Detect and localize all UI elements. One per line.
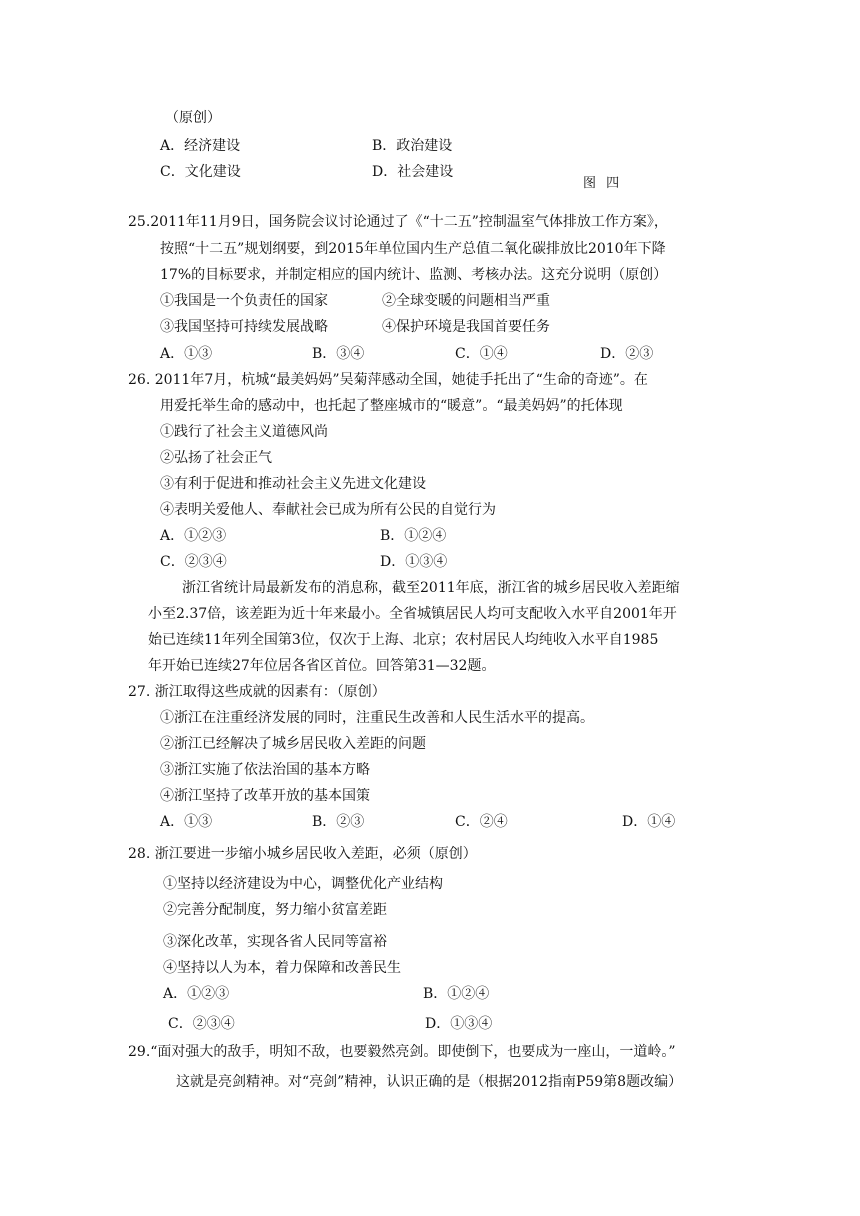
q29-stem-line-2: 这就是亮剑精神。对“亮剑”精神，认识正确的是（根据2012指南P59第8题改编） (176, 1074, 683, 1090)
option-d: D．社会建设 (372, 164, 454, 180)
q26-stem-line-1: 26. 2011年7月，杭城“最美妈妈”吴菊萍感动全国，她徒手托出了“生命的奇迹”。在 (128, 372, 648, 388)
q26-option-a: A．①②③ (160, 528, 227, 544)
q25-option-a: A．①③ (160, 346, 213, 362)
q28-option-b: B．①②④ (423, 986, 490, 1002)
q25-option-b: B．③④ (312, 346, 365, 362)
passage-line-1: 浙江省统计局最新发布的消息称，截至2011年底，浙江省的城乡居民收入差距缩 (182, 580, 680, 596)
q28-item-4: ④坚持以人为本，着力保障和改善民生 (163, 960, 401, 976)
q25-item-4: ④保护环境是我国首要任务 (382, 319, 550, 335)
q25-stem-line-1: 25.2011年11月9日，国务院会议讨论通过了《“十二五”控制温室气体排放工作方案》， (128, 214, 668, 230)
question-source: （原创） (165, 110, 221, 126)
q26-stem-line-2: 用爱托举生命的感动中，也托起了整座城市的“暖意”。“最美妈妈”的托体现 (160, 398, 623, 414)
q25-item-3: ③我国坚持可持续发展战略 (160, 319, 328, 335)
q27-item-2: ②浙江已经解决了城乡居民收入差距的问题 (160, 736, 426, 752)
q26-item-3: ③有利于促进和推动社会主义先进文化建设 (160, 476, 426, 492)
q27-option-a: A．①③ (160, 814, 213, 830)
q27-item-3: ③浙江实施了依法治国的基本方略 (160, 762, 370, 778)
q26-option-b: B．①②④ (380, 528, 447, 544)
option-c: C．文化建设 (160, 164, 241, 180)
q28-item-3: ③深化改革，实现各省人民同等富裕 (163, 934, 387, 950)
option-a: A．经济建设 (160, 138, 241, 154)
q25-stem-line-2: 按照“十二五”规划纲要，到2015年单位国内生产总值二氧化碳排放比2010年下降 (160, 241, 666, 257)
q27-option-d: D．①④ (622, 814, 676, 830)
q28-item-1: ①坚持以经济建设为中心，调整优化产业结构 (163, 876, 443, 892)
q25-item-1: ①我国是一个负责任的国家 (160, 293, 328, 309)
q25-option-c: C．①④ (455, 346, 508, 362)
q27-item-1: ①浙江在注重经济发展的同时，注重民生改善和人民生活水平的提高。 (160, 710, 594, 726)
q26-option-c: C．②③④ (160, 554, 227, 570)
q28-option-d: D．①③④ (425, 1016, 493, 1032)
figure-label: 图 四 (583, 176, 623, 191)
q25-item-2: ②全球变暖的问题相当严重 (382, 293, 550, 309)
q27-option-c: C．②④ (455, 814, 508, 830)
q28-stem: 28. 浙江要进一步缩小城乡居民收入差距，必须（原创） (128, 846, 477, 862)
q28-option-c: C．②③④ (168, 1016, 235, 1032)
q26-option-d: D．①③④ (380, 554, 448, 570)
q27-option-b: B．②③ (312, 814, 365, 830)
q29-stem-line-1: 29.“面对强大的敌手，明知不敌，也要毅然亮剑。即使倒下，也要成为一座山，一道岭。” (128, 1044, 676, 1060)
passage-line-4: 年开始已连续27年位居各省区首位。回答第31—32题。 (148, 658, 496, 674)
passage-line-2: 小至2.37倍，该差距为近十年来最小。全省城镇居民人均可支配收入水平自2001年开 (148, 606, 677, 622)
q25-stem-line-3: 17%的目标要求，并制定相应的国内统计、监测、考核办法。这充分说明（原创） (160, 267, 668, 283)
q27-item-4: ④浙江坚持了改革开放的基本国策 (160, 788, 370, 804)
q28-item-2: ②完善分配制度，努力缩小贫富差距 (163, 902, 387, 918)
q26-item-2: ②弘扬了社会正气 (160, 450, 272, 466)
q26-item-1: ①践行了社会主义道德风尚 (160, 424, 328, 440)
q28-option-a: A．①②③ (163, 986, 230, 1002)
q27-stem: 27. 浙江取得这些成就的因素有：（原创） (128, 684, 386, 700)
q25-option-d: D．②③ (600, 346, 654, 362)
option-b: B．政治建设 (372, 138, 453, 154)
q26-item-4: ④表明关爱他人、奉献社会已成为所有公民的自觉行为 (160, 502, 496, 518)
passage-line-3: 始已连续11年列全国第3位，仅次于上海、北京；农村居民人均纯收入水平自1985 (148, 632, 659, 648)
